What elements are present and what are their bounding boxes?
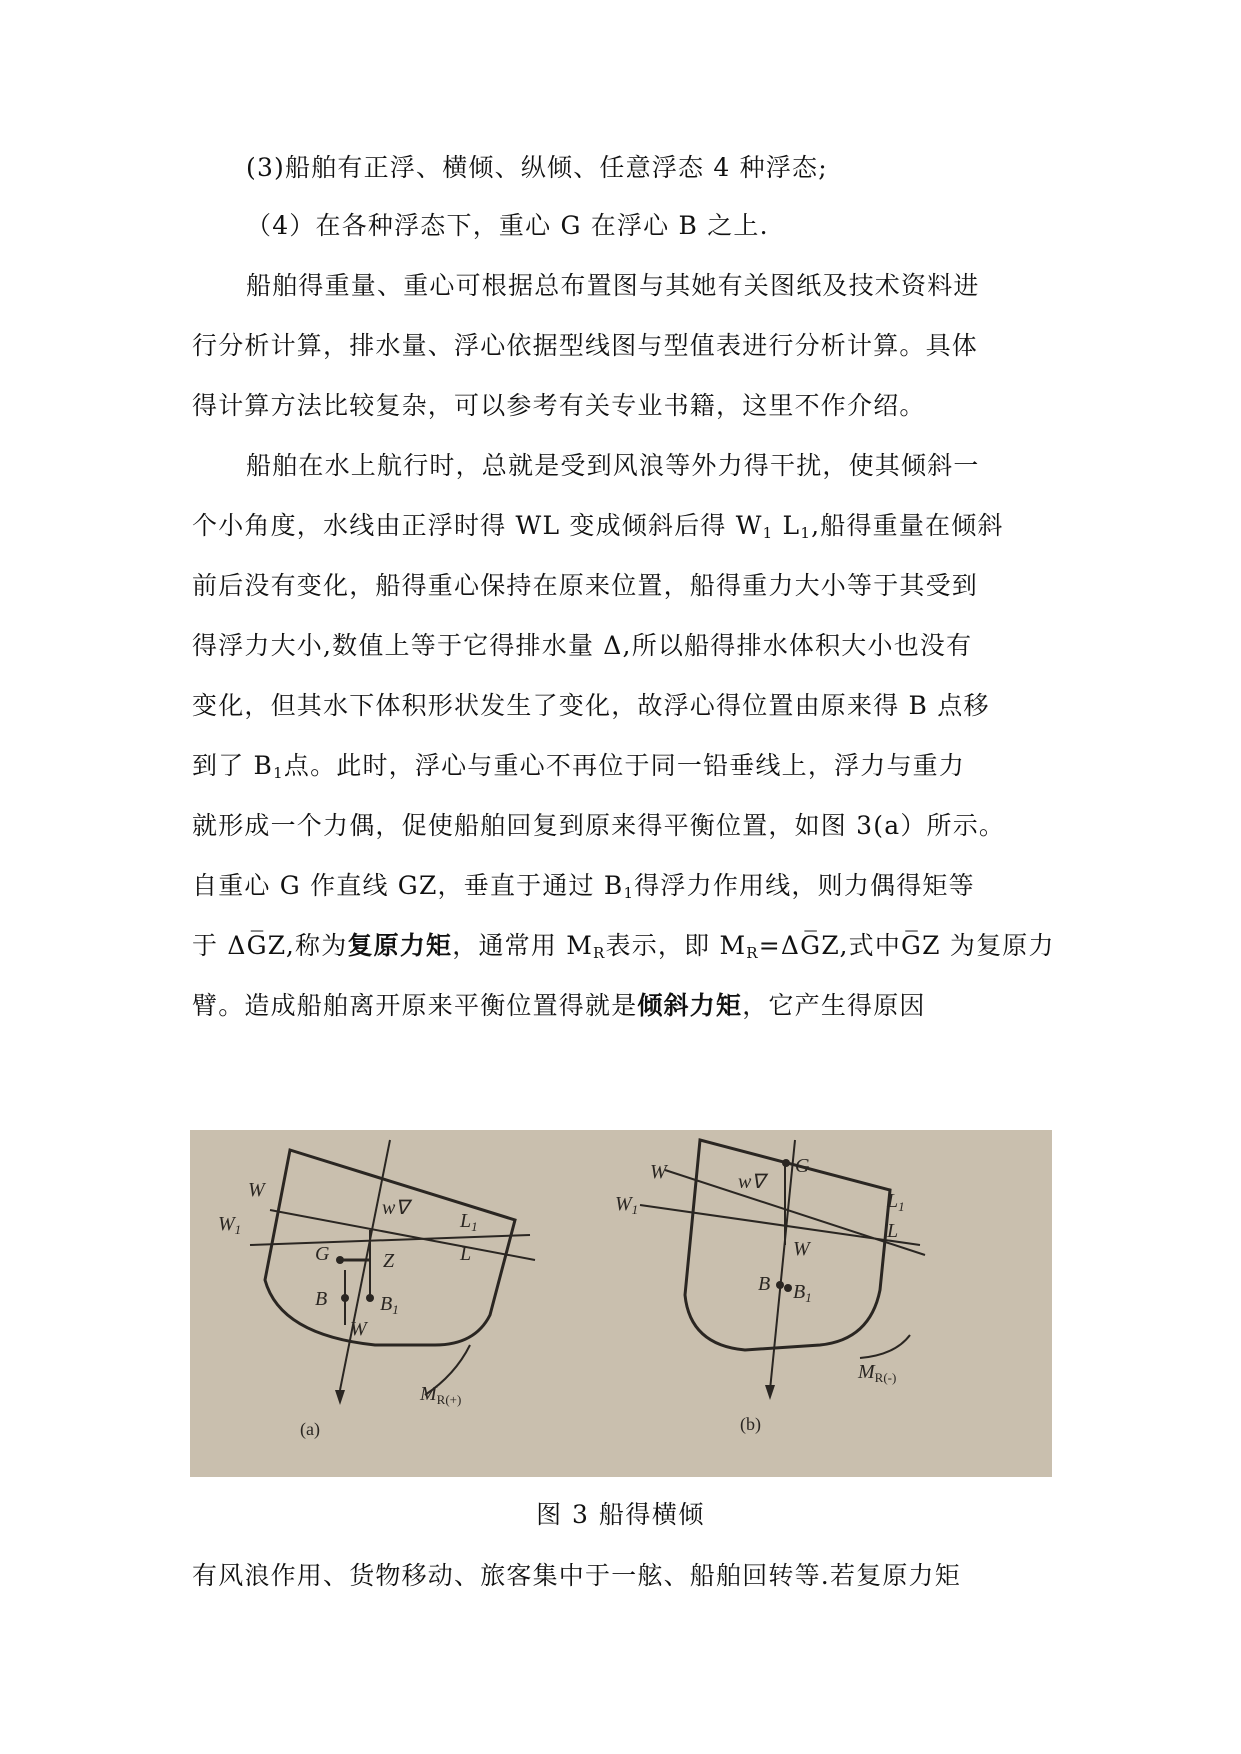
subscript: 1 [623, 884, 635, 902]
label-wv-b: w∇ [738, 1171, 765, 1193]
term-righting-moment: 复原力矩 [347, 931, 453, 960]
paragraph-2-line-4: 得浮力大小,数值上等于它得排水量 Δ,所以船得排水体积大小也没有 [192, 631, 973, 660]
text-run: 到了 B [192, 751, 274, 780]
subscript: 1 [762, 524, 774, 542]
paragraph-2-line-2 [192, 511, 1052, 548]
label-panel-a: (a) [300, 1419, 320, 1439]
point-b-b [776, 1281, 784, 1289]
paragraph-2-line-8 [192, 871, 1052, 908]
text-run: 点。此时，浮心与重心不再位于同一铅垂线上，浮力与重力 [283, 751, 966, 780]
waterline-w1l1-a [250, 1235, 530, 1245]
term-heeling-moment: 倾斜力矩 [637, 991, 743, 1020]
paragraph-2-line-6 [192, 751, 1052, 788]
subscript: R [746, 944, 759, 962]
text-run: =ΔG̅Z,式中G̅Z 为复原力 [758, 931, 1055, 960]
list-item-4: （4）在各种浮态下，重心 G 在浮心 B 之上. [246, 211, 769, 240]
label-w-b: W [650, 1161, 667, 1183]
label-g-a: G [315, 1243, 330, 1265]
point-b1-a [366, 1294, 374, 1302]
figure-svg [190, 1130, 1052, 1477]
label-l-a: L [460, 1243, 472, 1265]
label-weight-a: W [350, 1318, 367, 1340]
paragraph-2-line-5: 变化，但其水下体积形状发生了变化，故浮心得位置由原来得 B 点移 [192, 691, 990, 720]
label-b-b: B [758, 1273, 771, 1295]
label-moment-a: $M_{R(+)}$ [420, 1383, 462, 1407]
text-run: ,船得重量在倾斜 [811, 511, 1004, 540]
label-z-a: Z [383, 1250, 395, 1272]
label-l-b: L [887, 1220, 899, 1242]
point-b1-b [784, 1284, 792, 1292]
paragraph-2-line-3: 前后没有变化，船得重心保持在原来位置，船得重力大小等于其受到 [192, 571, 979, 600]
paragraph-3-line-1: 有风浪作用、货物移动、旅客集中于一舷、船舶回转等.若复原力矩 [192, 1561, 961, 1590]
paragraph-2-line-10 [192, 991, 1052, 1021]
figure-ship-heel [190, 1130, 1052, 1477]
subscript: 1 [800, 524, 812, 542]
label-g-b: G [795, 1155, 810, 1177]
label-panel-b: (b) [740, 1414, 761, 1434]
label-w1-a: $W_1$ [218, 1213, 242, 1237]
subscript: R [593, 944, 606, 962]
paragraph-2-line-1: 船舶在水上航行时，总就是受到风浪等外力得干扰，使其倾斜一 [246, 451, 980, 480]
label-l1-a: $L_1$ [460, 1210, 478, 1234]
moment-arrow-b [860, 1335, 910, 1358]
text-run: 于 ΔG̅Z,称为 [192, 931, 348, 960]
text-run: 自重心 G 作直线 GZ，垂直于通过 B [192, 871, 624, 900]
paragraph-1-line-2: 行分析计算，排水量、浮心依据型线图与型值表进行分析计算。具体 [192, 331, 979, 360]
text-run: 得浮力作用线，则力偶得矩等 [634, 871, 975, 900]
label-wv-a: w∇ [382, 1197, 409, 1219]
label-w-a: W [248, 1179, 265, 1201]
label-moment-b: $M_{R(-)}$ [858, 1361, 897, 1385]
text-run: 臂。造成船舶离开原来平衡位置得就是 [192, 991, 638, 1020]
text-run: L [773, 511, 801, 540]
label-w1-b: $W_1$ [615, 1193, 639, 1217]
arrow-head-a [335, 1390, 345, 1405]
label-weight-b: W [793, 1238, 810, 1260]
figure-caption: 图 3 船得横倾 [536, 1500, 705, 1529]
centerline-b [770, 1140, 795, 1390]
subscript: 1 [273, 764, 284, 782]
paragraph-2-line-7: 就形成一个力偶，促使船舶回复到原来得平衡位置，如图 3(a）所示。 [192, 811, 1006, 840]
point-g-b [782, 1159, 790, 1167]
paragraph-1-line-3: 得计算方法比较复杂，可以参考有关专业书籍，这里不作介绍。 [192, 391, 926, 420]
text-run: ，它产生得原因 [742, 991, 926, 1020]
point-g-a [336, 1256, 344, 1264]
paragraph-2-line-9 [192, 931, 1055, 968]
arrow-head-b [765, 1385, 775, 1400]
text-run: ，通常用 M [452, 931, 594, 960]
label-b1-b: $B_1$ [793, 1281, 812, 1305]
hull-outline-b [685, 1140, 890, 1350]
paragraph-1-line-1: 船舶得重量、重心可根据总布置图与其她有关图纸及技术资料进 [246, 271, 980, 300]
hull-outline-a [265, 1150, 515, 1345]
text-run: 表示，即 M [605, 931, 747, 960]
text-run: 个小角度，水线由正浮时得 WL 变成倾斜后得 W [192, 511, 763, 540]
label-l1-b: $L_1$ [887, 1190, 905, 1214]
label-b1-a: $B_1$ [380, 1293, 399, 1317]
label-b-a: B [315, 1288, 328, 1310]
list-item-3: (3)船舶有正浮、横倾、纵倾、任意浮态 4 种浮态; [246, 153, 828, 182]
point-b-a [341, 1294, 349, 1302]
